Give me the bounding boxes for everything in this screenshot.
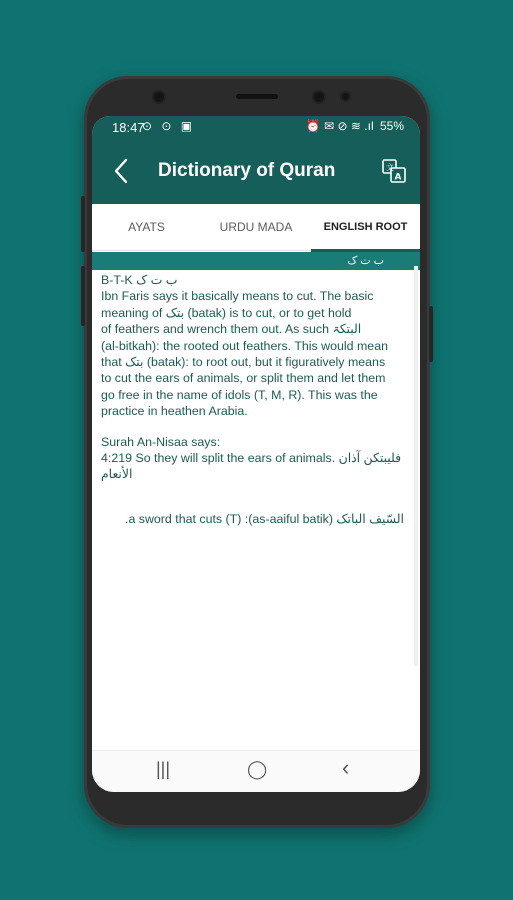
usage-example: .a sword that cuts (T) :(as-aaiful batik) السّیف الباتک — [125, 511, 404, 526]
root-letters: ب ت ک — [347, 255, 384, 267]
definition-line: practice in heathen Arabia. — [101, 404, 248, 419]
notification-icons: ⊙ ⊙ ▣ — [142, 119, 196, 133]
tab-ayats[interactable]: AYATS — [128, 220, 165, 234]
front-camera-icon — [154, 92, 164, 102]
spacer — [101, 483, 407, 511]
spacer — [101, 420, 407, 434]
definition-line: Ibn Faris says it basically means to cut. The basic — [101, 289, 374, 304]
verse-arabic: الأنعام — [101, 467, 133, 482]
nav-back-icon[interactable]: ‹ — [342, 755, 350, 780]
svg-text:A: A — [394, 172, 402, 183]
system-icons: ⏰ ✉ ⊘ ≋ .ıl — [305, 119, 374, 133]
system-nav-bar — [92, 750, 420, 792]
volume-up-button — [81, 196, 85, 252]
app-screen — [92, 116, 420, 792]
tab-bar — [92, 204, 420, 251]
definition-line: that بتک (batak): to root out, but it figuratively means — [101, 355, 386, 370]
page-title: Dictionary of Quran — [158, 160, 336, 181]
sensor-icon — [314, 92, 324, 102]
volume-down-button — [81, 266, 85, 326]
proximity-sensor-icon — [342, 93, 349, 100]
root-definition — [101, 272, 407, 732]
tab-urdu-mada[interactable]: URDU MADA — [219, 220, 293, 234]
tab-english-root[interactable]: ENGLISH ROOT — [323, 221, 408, 233]
root-letters-bar — [92, 252, 420, 270]
surah-reference: Surah An-Nisaa says: — [101, 434, 221, 449]
status-bar — [92, 116, 420, 140]
status-right-icons — [303, 119, 404, 133]
definition-line: go free in the name of idols (T, M, R). This was the — [101, 387, 378, 402]
status-time: 18:47 — [112, 120, 145, 135]
definition-line: to cut the ears of animals, or split them and let them — [101, 371, 386, 386]
app-bar — [92, 140, 420, 204]
definition-line: of feathers and wrench them out. As such البتکۃ — [101, 322, 362, 337]
scrollbar[interactable] — [414, 266, 418, 666]
home-icon[interactable]: ◯ — [247, 759, 268, 779]
battery-level: 55% — [379, 119, 404, 133]
recent-apps-icon[interactable]: ||| — [156, 759, 171, 779]
root-heading: B-T-K ب ت ک — [101, 273, 178, 287]
translate-icon[interactable] — [382, 159, 406, 183]
definition-line: meaning of بتک (batak) is to cut, or to get hold — [101, 305, 352, 320]
svg-text:文: 文 — [386, 163, 394, 172]
back-arrow-icon[interactable] — [108, 154, 138, 188]
earpiece-speaker — [236, 94, 278, 99]
definition-line: (al-bitkah): the rooted out feathers. This would mean — [101, 338, 388, 353]
verse-line: 4:219 So they will split the ears of animals. فلیبتکن آذان — [101, 451, 402, 466]
power-button — [429, 306, 433, 362]
